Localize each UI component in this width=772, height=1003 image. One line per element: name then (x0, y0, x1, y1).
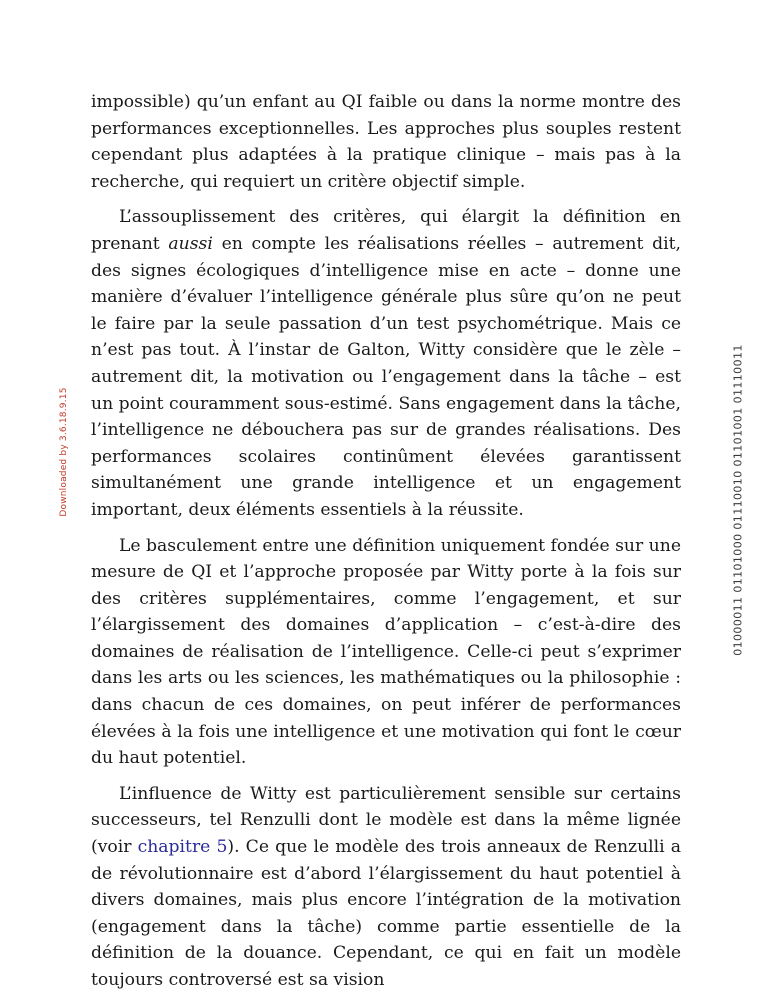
binary-watermark-text: 01000011 01101000 01110010 01101001 01110011 (731, 344, 745, 656)
paragraph-4-text-end: ). Ce que le modèle des trois anneaux de Renzulli a de révolutionnaire est d’abord l’élargissement du haut potentiel à divers domaines, mais plus encore l’intégration de la motivation (engagement dans la tâche) comme partie essentielle de la définition de la douance. Cependant, ce qui en fait un modèle toujours controversé est sa vision (91, 837, 681, 990)
paragraph-1-text: impossible) qu’un enfant au QI faible ou dans la norme montre des performances exceptionnelles. Les approches plus souples restent cependant plus adaptées à la pratique clinique – mais pas à la recherche, qui requiert un critère objectif simple. (91, 92, 681, 192)
paragraph-1 (91, 89, 681, 195)
paragraph-2-text-end: en compte les réalisations réelles – autrement dit, des signes écologiques d’intelligence mise en acte – donne une manière d’évaluer l’intelligence générale plus sûre qu’on ne peut le faire par la seule passation d’un test psychométrique. Mais ce n’est pas tout. À l’instar de Galton, Witty considère que le zèle – autrement dit, la motivation ou l’engagement dans la tâche – est un point couramment sous-estimé. Sans engagement dans la tâche, l’intelligence ne débouchera pas sur de grandes réalisations. Des performances scolaires continûment élevées garantissent simultanément une grande intelligence et un engagement important, deux éléments essentiels à la réussite. (91, 233, 681, 520)
paragraph-4-text-start: L’influence de Witty est particulièrement sensible sur certains successeurs, tel Renzulli dont le modèle est dans la même lignée (voir (91, 783, 681, 858)
paragraph-2-emphasis: aussi (168, 233, 213, 254)
chapter-5-link[interactable]: chapitre 5 (137, 837, 228, 858)
paragraph-3-text: Le basculement entre une définition uniquement fondée sur une mesure de QI et l’approche proposée par Witty porte à la fois sur des critères supplémentaires, comme l’engagement, et sur l’élargissement des domaines d’application – c’est-à-dire des domaines de réalisation de l’intelligence. Celle-ci peut s’exprimer dans les arts ou les sciences, les mathématiques ou la philosophie : dans chacun de ces domaines, on peut inférer de performances élevées à la fois une intelligence et une motivation qui font le cœur du haut potentiel. (91, 535, 681, 769)
download-watermark-text: Downloaded by 3.6.18.9.15 (59, 387, 69, 517)
paragraph-2-text-start: L’assouplissement des critères, qui élargit la définition en prenant (91, 207, 681, 254)
paragraph-2 (91, 204, 681, 523)
paragraph-4 (91, 781, 681, 994)
paragraph-3 (91, 533, 681, 772)
page-body (91, 89, 681, 1003)
